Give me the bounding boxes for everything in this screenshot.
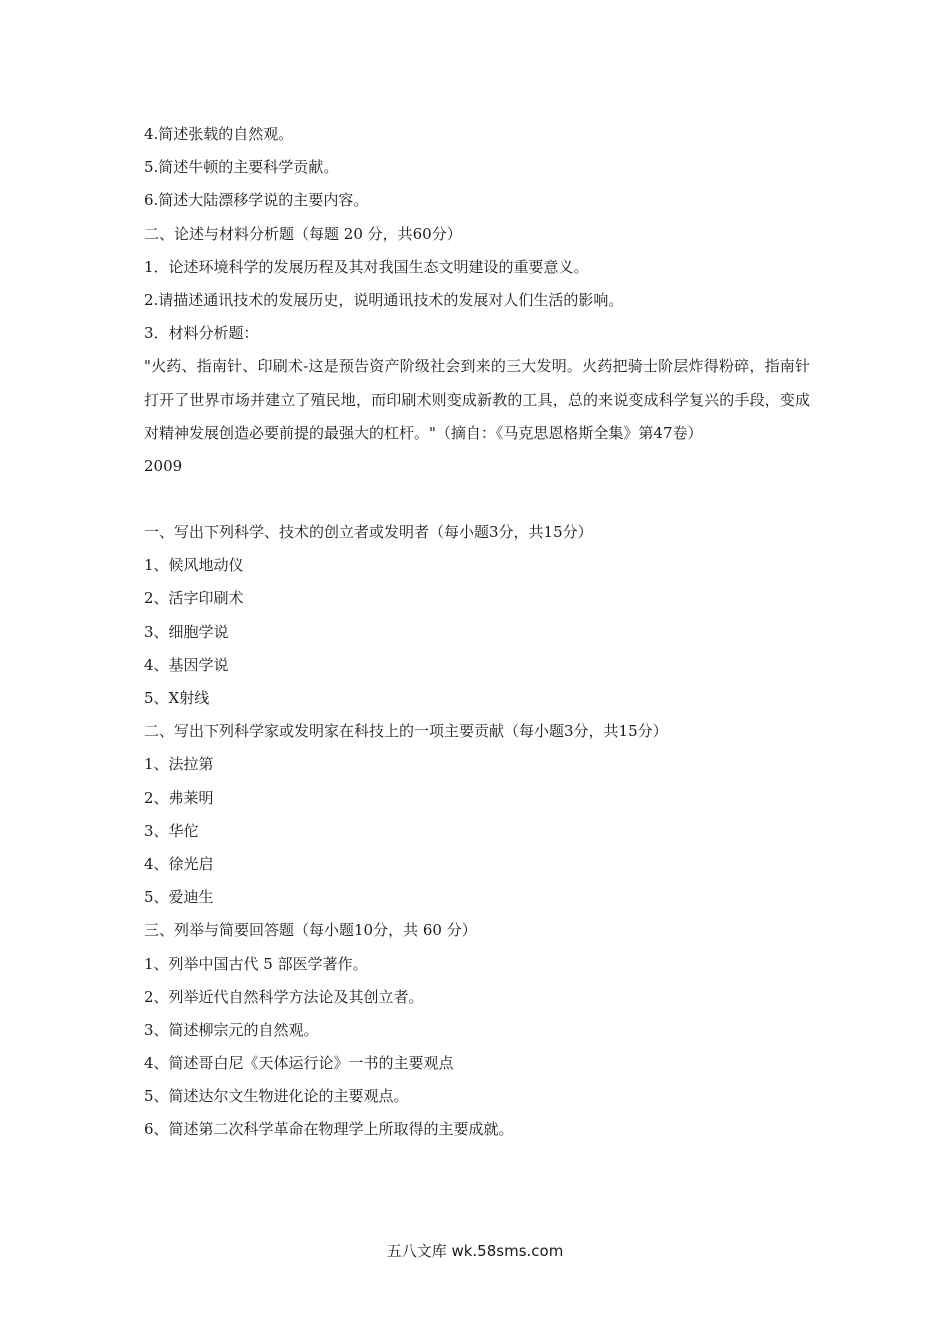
list-item: 1、列举中国古代 5 部医学著作。	[144, 954, 368, 973]
list-item: 3、细胞学说	[144, 622, 229, 641]
question-5: 5.简述牛顿的主要科学贡献。	[144, 158, 339, 177]
list-item: 1、候风地动仪	[144, 556, 244, 575]
list-item: 4、徐光启	[144, 854, 214, 873]
list-item: 5、X射线	[144, 689, 210, 708]
list-item: 2、列举近代自然科学方法论及其创立者。	[144, 987, 424, 1006]
list-item: 6、简述第二次科学革命在物理学上所取得的主要成就。	[144, 1120, 514, 1139]
list-item: 4、简述哥白尼《天体运行论》一书的主要观点	[144, 1054, 454, 1073]
essay-question-1: 1．论述环境科学的发展历程及其对我国生态文明建设的重要意义。	[144, 257, 589, 276]
year-heading: 2009	[144, 456, 183, 475]
exam-section-2-title: 二、写出下列科学家或发明家在科技上的一项主要贡献（每小题3分，共15分）	[144, 722, 668, 741]
exam-section-1-title: 一、写出下列科学、技术的创立者或发明者（每小题3分，共15分）	[144, 523, 593, 542]
list-item: 3、华佗	[144, 821, 199, 840]
list-item: 2、活字印刷术	[144, 589, 244, 608]
list-item: 2、弗莱明	[144, 788, 214, 807]
list-item: 3、简述柳宗元的自然观。	[144, 1020, 319, 1039]
list-item: 5、简述达尔文生物进化论的主要观点。	[144, 1087, 409, 1106]
list-item: 1、法拉第	[144, 755, 214, 774]
exam-section-3-title: 三、列举与简要回答题（每小题10分，共 60 分）	[144, 921, 477, 940]
essay-question-2: 2.请描述通讯技术的发展历史，说明通讯技术的发展对人们生活的影响。	[144, 290, 624, 309]
footer-watermark: 五八文库 wk.58sms.com	[386, 1242, 564, 1260]
spacer	[144, 483, 810, 516]
essay-question-3: 3．材料分析题：	[144, 324, 259, 343]
section-2-title: 二、论述与材料分析题（每题 20 分，共60分）	[144, 224, 462, 243]
document-body	[144, 118, 810, 1147]
list-item: 4、基因学说	[144, 655, 229, 674]
question-4: 4.简述张载的自然观。	[144, 125, 294, 143]
question-6: 6.简述大陆漂移学说的主要内容。	[144, 191, 369, 210]
material-quote: "火药、指南针、印刷术-这是预告资产阶级社会到来的三大发明。火药把骑士阶层炸得粉碎，指南针打开了世界市场并建立了殖民地，而印刷术则变成新教的工具，总的来说变成科学复兴的手段，变成对精神发展创造必要前提的最强大的杠杆。"（摘自：《马克思恩格斯全集》第47卷）	[144, 357, 810, 442]
list-item: 5、爱迪生	[144, 888, 214, 907]
